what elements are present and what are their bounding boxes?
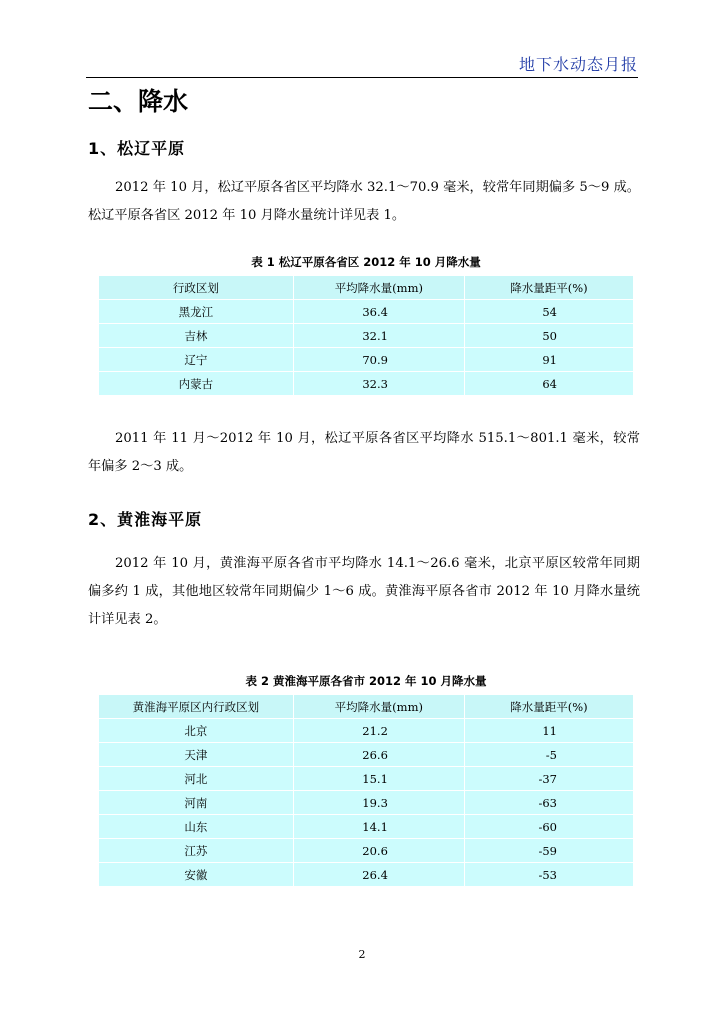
page-number: 2 — [358, 948, 366, 961]
column-header: 降水量距平(%) — [464, 695, 633, 719]
table-row — [99, 743, 634, 767]
section-title: 二、降水 — [88, 87, 189, 116]
precipitation-cell: 20.6 — [293, 839, 464, 863]
anomaly-cell: 91 — [464, 348, 633, 372]
header-rule — [86, 77, 638, 78]
subsection-title-2: 2、黄淮海平原 — [88, 510, 203, 529]
anomaly-cell: 64 — [464, 372, 633, 396]
column-header: 黄淮海平原区内行政区划 — [99, 695, 294, 719]
header-title: 地下水动态月报 — [518, 55, 638, 74]
anomaly-cell: 11 — [464, 719, 633, 743]
anomaly-cell: -37 — [464, 767, 633, 791]
precipitation-cell: 21.2 — [293, 719, 464, 743]
region-cell: 河北 — [99, 767, 294, 791]
region-cell: 吉林 — [99, 324, 294, 348]
table-row — [99, 300, 634, 324]
precipitation-cell: 19.3 — [293, 791, 464, 815]
table-1 — [98, 275, 634, 396]
table-row — [99, 348, 634, 372]
region-cell: 江苏 — [99, 839, 294, 863]
table-row — [99, 863, 634, 887]
subsection-title-1: 1、松辽平原 — [88, 139, 186, 158]
table-row — [99, 767, 634, 791]
region-cell: 北京 — [99, 719, 294, 743]
anomaly-cell: -60 — [464, 815, 633, 839]
region-cell: 山东 — [99, 815, 294, 839]
precipitation-cell: 15.1 — [293, 767, 464, 791]
table-row — [99, 791, 634, 815]
anomaly-cell: -59 — [464, 839, 633, 863]
table-row — [99, 372, 634, 396]
anomaly-cell: -53 — [464, 863, 633, 887]
precipitation-cell: 36.4 — [293, 300, 464, 324]
column-header: 行政区划 — [99, 276, 294, 300]
anomaly-cell: -5 — [464, 743, 633, 767]
region-cell: 河南 — [99, 791, 294, 815]
anomaly-cell: 50 — [464, 324, 633, 348]
table-row — [99, 839, 634, 863]
table-header-row — [99, 695, 634, 719]
column-header: 平均降水量(mm) — [293, 695, 464, 719]
column-header: 平均降水量(mm) — [293, 276, 464, 300]
table-2-caption: 表 2 黄淮海平原各省市 2012 年 10 月降水量 — [245, 674, 487, 688]
precipitation-cell: 70.9 — [293, 348, 464, 372]
region-cell: 天津 — [99, 743, 294, 767]
table-row — [99, 324, 634, 348]
precipitation-cell: 26.6 — [293, 743, 464, 767]
table-row — [99, 815, 634, 839]
precipitation-cell: 14.1 — [293, 815, 464, 839]
anomaly-cell: -63 — [464, 791, 633, 815]
region-cell: 内蒙古 — [99, 372, 294, 396]
column-header: 降水量距平(%) — [464, 276, 633, 300]
precipitation-cell: 26.4 — [293, 863, 464, 887]
table-header-row — [99, 276, 634, 300]
precipitation-cell: 32.1 — [293, 324, 464, 348]
region-cell: 辽宁 — [99, 348, 294, 372]
anomaly-cell: 54 — [464, 300, 633, 324]
paragraph-2: 2011 年 11 月～2012 年 10 月，松辽平原各省区平均降水 515.1～801.1 毫米，较常年偏多 2～3 成。 — [88, 431, 640, 474]
table-1-caption: 表 1 松辽平原各省区 2012 年 10 月降水量 — [251, 255, 481, 269]
region-cell: 黑龙江 — [99, 300, 294, 324]
precipitation-cell: 32.3 — [293, 372, 464, 396]
paragraph-3: 2012 年 10 月，黄淮海平原各省市平均降水 14.1～26.6 毫米，北京平原区较常年同期偏多约 1 成，其他地区较常年同期偏少 1～6 成。黄淮海平原各省市 2012 年 10 月降水量统计详见表 2。 — [88, 556, 640, 627]
table-2 — [98, 694, 634, 887]
table-row — [99, 719, 634, 743]
paragraph-1: 2012 年 10 月，松辽平原各省区平均降水 32.1～70.9 毫米，较常年同期偏多 5～9 成。松辽平原各省区 2012 年 10 月降水量统计详见表 1。 — [88, 180, 640, 223]
region-cell: 安徽 — [99, 863, 294, 887]
